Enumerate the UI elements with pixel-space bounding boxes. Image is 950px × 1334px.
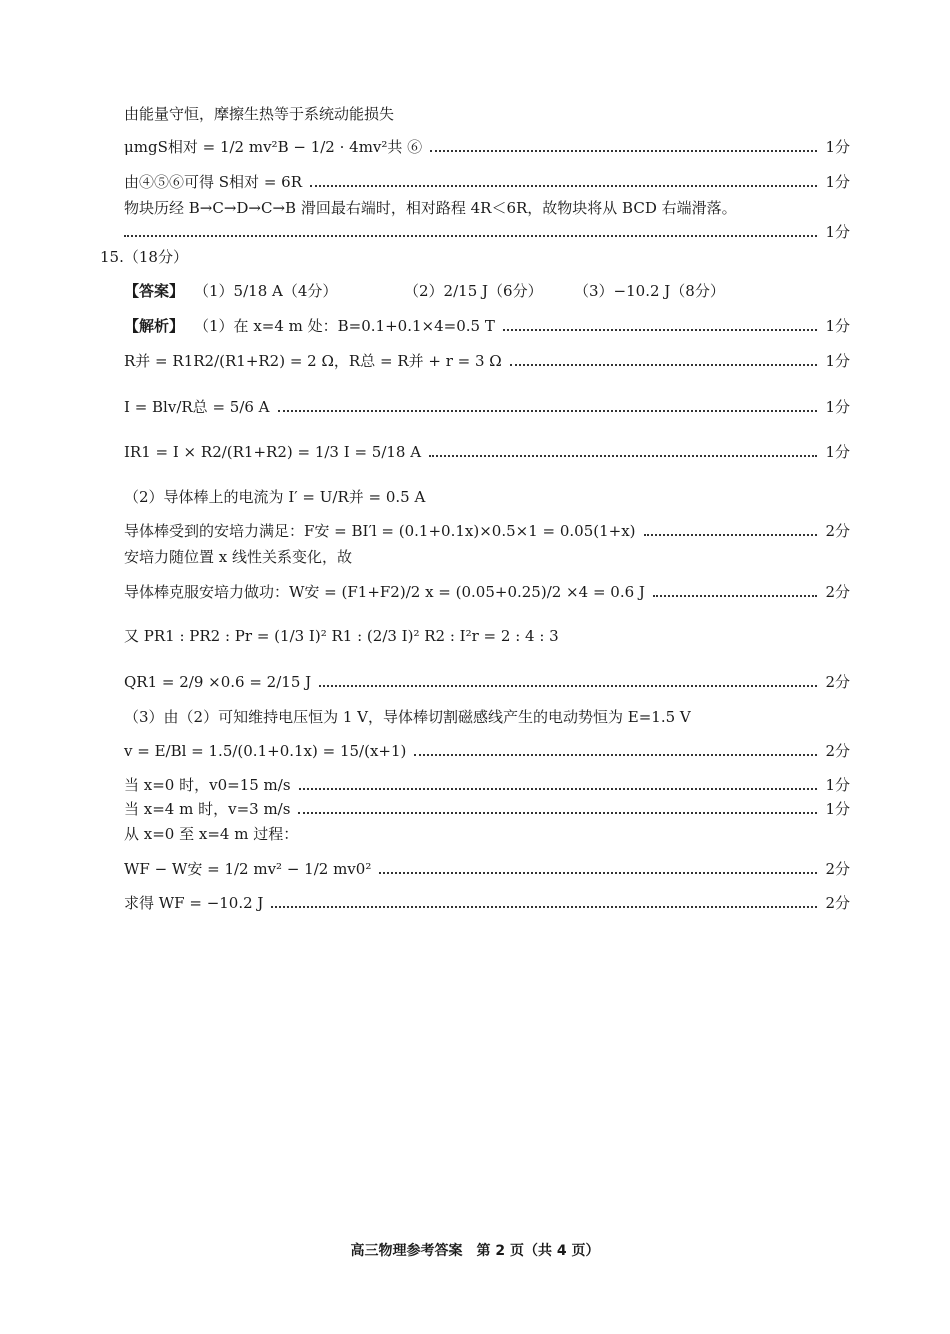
equation: 导体棒受到的安培力满足：F安 = BI′l = (0.1+0.1x)×0.5×1 = 0.05(1+x) (124, 522, 636, 540)
score: 1分 (825, 317, 850, 335)
score: 1分 (825, 398, 850, 416)
analysis-row-16 (124, 858, 850, 879)
equation: 导体棒克服安培力做功：W安 = (F1+F2)/2 x = (0.05+0.25)/2 ×4 = 0.6 J (124, 583, 645, 601)
block-path-line (124, 197, 850, 218)
text-line: 物块历经 B→C→D→C→B 滑回最右端时，相对路程 4R＜6R，故物块将从 BCD 右端滑落。 (124, 199, 737, 217)
score: 1分 (825, 800, 850, 818)
dot-leader (124, 235, 817, 237)
score: 2分 (825, 583, 850, 601)
dot-leader (271, 906, 817, 908)
equation: QR1 = 2/9 ×0.6 = 2/15 J (124, 672, 312, 691)
equation: IR1 = I × R2/(R1+R2) = 1/3 I = 5/18 A (124, 442, 422, 461)
text-line: 从 x=0 至 x=4 m 过程： (124, 825, 299, 843)
score: 1分 (825, 138, 850, 156)
analysis-row-9 (124, 625, 850, 646)
dot-leader (379, 872, 817, 874)
analysis-row-4 (124, 441, 850, 462)
dot-leader (298, 812, 817, 814)
dot-leader (653, 595, 818, 597)
analysis-tag: 【解析】 (124, 317, 185, 335)
score: 1分 (825, 173, 850, 191)
equation: WF − W安 = 1/2 mv² − 1/2 mv0² (124, 860, 372, 878)
equation: 又 PR1 : PR2 : Pr = (1/3 I)² R1 : (2/3 I)² R2 : I²r = 2 : 4 : 3 (124, 627, 559, 645)
equation: μmgS相对 = 1/2 mv²B − 1/2 · 4mv²共 ⑥ (124, 138, 423, 156)
score: 2分 (825, 742, 850, 760)
analysis-row-10 (124, 671, 850, 692)
analysis-row-6 (124, 520, 850, 541)
dot-leader (503, 329, 818, 331)
equation: 求得 WF = −10.2 J (124, 894, 264, 912)
dot-leader (510, 364, 818, 366)
dot-leader (278, 410, 818, 412)
analysis-row-1 (124, 315, 850, 336)
answer-part-2: （2）2/15 J（6分） (404, 282, 543, 300)
text-line: 由能量守恒，摩擦生热等于系统动能损失 (124, 105, 395, 123)
analysis-row-14 (124, 798, 850, 819)
score: 1分 (825, 776, 850, 794)
score: 2分 (825, 673, 850, 691)
answer-part-1: （1）5/18 A（4分） (194, 282, 338, 300)
equation: 当 x=0 时，v0=15 m/s (124, 776, 291, 794)
score: 2分 (825, 894, 850, 912)
analysis-row-2 (124, 350, 850, 371)
score: 1分 (825, 352, 850, 370)
equation: （1）在 x=4 m 处：B=0.1+0.1×4=0.5 T (194, 317, 495, 335)
equation: I = Blv/R总 = 5/6 A (124, 398, 270, 416)
energy-line (124, 103, 850, 124)
dot-leader (310, 185, 817, 187)
score: 2分 (825, 860, 850, 878)
analysis-row-7 (124, 546, 850, 567)
equation: （2）导体棒上的电流为 I′ = U/R并 = 0.5 A (124, 488, 426, 506)
dot-leader (299, 788, 818, 790)
analysis-row-3 (124, 396, 850, 417)
question-15-header (100, 246, 826, 267)
block-path-score (124, 221, 850, 242)
dot-leader (644, 534, 818, 536)
analysis-row-12 (124, 740, 850, 761)
analysis-row-15 (124, 823, 850, 844)
answer-tag: 【答案】 (124, 282, 185, 300)
answer-part-3: （3）−10.2 J（8分） (574, 282, 725, 300)
score: 1分 (825, 223, 850, 241)
relative-distance-line (124, 171, 850, 192)
text-line: （3）由（2）可知维持电压恒为 1 V，导体棒切割磁感线产生的电动势恒为 E=1.5 V (124, 708, 691, 726)
dot-leader (319, 685, 817, 687)
answer-row (124, 280, 850, 301)
analysis-row-13 (124, 774, 850, 795)
dot-leader (414, 754, 817, 756)
equation: R并 = R1R2/(R1+R2) = 2 Ω，R总 = R并 + r = 3 Ω (124, 352, 502, 370)
analysis-row-5 (124, 486, 850, 507)
friction-heat-line (124, 136, 850, 157)
analysis-row-8 (124, 581, 850, 602)
analysis-row-11 (124, 706, 850, 727)
score: 1分 (825, 443, 850, 461)
analysis-row-17 (124, 892, 850, 913)
dot-leader (429, 455, 817, 457)
page-footer: 高三物理参考答案 第 2 页（共 4 页） (350, 1243, 600, 1259)
equation: 当 x=4 m 时，v=3 m/s (124, 800, 291, 818)
dot-leader (430, 150, 817, 152)
question-number: 15.（18分） (100, 248, 188, 266)
text-line: 安培力随位置 x 线性关系变化，故 (124, 548, 352, 566)
equation: v = E/Bl = 1.5/(0.1+0.1x) = 15/(x+1) (124, 741, 407, 760)
score: 2分 (825, 522, 850, 540)
equation: 由④⑤⑥可得 S相对 = 6R (124, 173, 302, 191)
